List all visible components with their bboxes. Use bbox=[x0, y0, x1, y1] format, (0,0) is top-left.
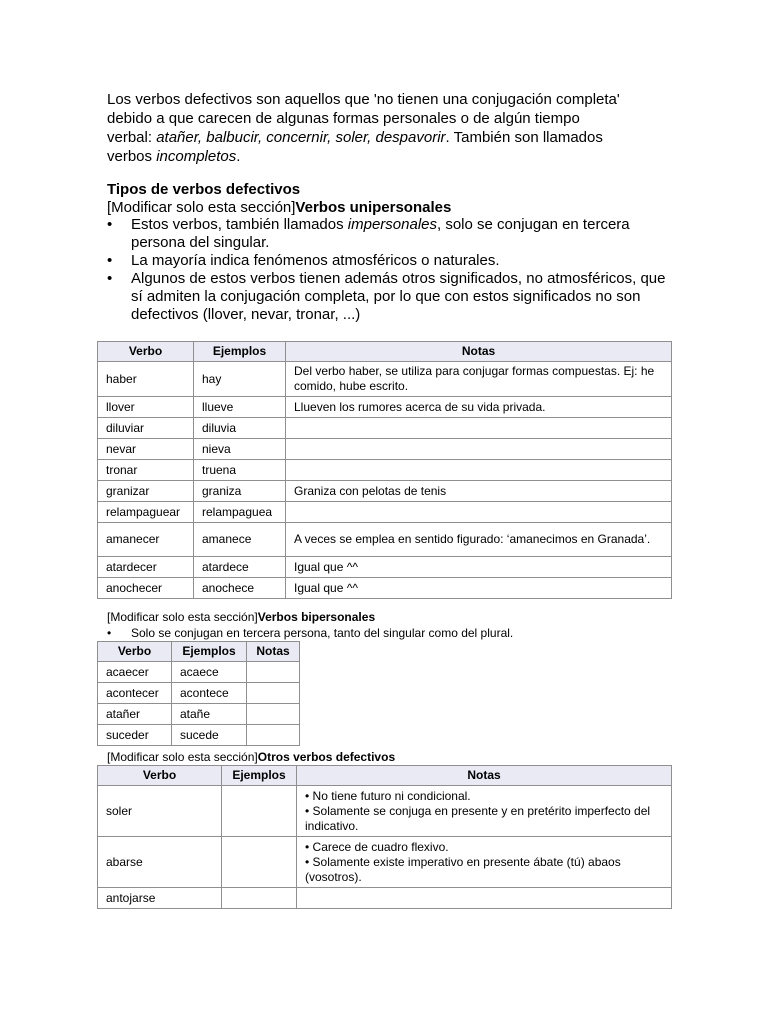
cell-notas bbox=[247, 683, 300, 704]
cell-verbo: suceder bbox=[98, 725, 172, 746]
note-line: • Carece de cuadro flexivo. bbox=[305, 839, 449, 854]
table-row bbox=[98, 578, 672, 599]
bullet-icon: • bbox=[107, 626, 112, 640]
table-header-row bbox=[98, 642, 300, 662]
bipersonales-list bbox=[107, 626, 513, 641]
bullet-icon: • bbox=[107, 270, 113, 287]
bullet-icon: • bbox=[107, 216, 113, 233]
intro-line: debido a que carecen de algunas formas personales o de algún tiempo bbox=[107, 110, 580, 127]
cell-notas bbox=[297, 888, 672, 909]
table-row bbox=[98, 481, 672, 502]
cell-notas bbox=[286, 502, 672, 523]
cell-ejemplos bbox=[222, 786, 297, 837]
cell-ejemplos: acaece bbox=[172, 662, 247, 683]
list-item: • Algunos de estos verbos tienen además otros significados, no atmosféricos, que sí admiten la conjugación completa, por lo que con estos significados no son defectivos (llover, nevar, tronar, ...) bbox=[107, 270, 666, 323]
cell-notas: A veces se emplea en sentido figurado: ‘amanecimos en Granada’. bbox=[286, 523, 672, 557]
table-row bbox=[98, 683, 300, 704]
cell-notas bbox=[286, 439, 672, 460]
incompletos-italic: incompletos bbox=[156, 148, 237, 165]
cell-notas: Graniza con pelotas de tenis bbox=[286, 481, 672, 502]
cell-verbo: soler bbox=[98, 786, 222, 837]
otros-table bbox=[97, 765, 672, 909]
edit-section-link[interactable]: [Modificar solo esta sección] bbox=[107, 610, 258, 624]
intro-paragraph bbox=[107, 90, 667, 166]
bipersonales-section-heading bbox=[107, 610, 375, 625]
cell-ejemplos: llueve bbox=[194, 397, 286, 418]
cell-verbo: tronar bbox=[98, 460, 194, 481]
cell-notas bbox=[286, 460, 672, 481]
table-row bbox=[98, 397, 672, 418]
note-line: • Solamente existe imperativo en presente ábate (tú) abaos (vosotros). bbox=[305, 854, 621, 884]
bullet-icon: • bbox=[107, 252, 113, 269]
table-row bbox=[98, 418, 672, 439]
column-header-ejemplos: Ejemplos bbox=[194, 342, 286, 362]
list-item: • Solo se conjugan en tercera persona, tanto del singular como del plural. bbox=[107, 626, 514, 640]
note-line: • Solamente se conjuga en presente y en pretérito imperfecto del indicativo. bbox=[305, 803, 651, 833]
table-row bbox=[98, 523, 672, 557]
table-row bbox=[98, 460, 672, 481]
cell-notas: Igual que ^^ bbox=[286, 578, 672, 599]
cell-ejemplos: relampaguea bbox=[194, 502, 286, 523]
cell-verbo: granizar bbox=[98, 481, 194, 502]
note-line: • No tiene futuro ni condicional. bbox=[305, 788, 471, 803]
table-row bbox=[98, 557, 672, 578]
table-row bbox=[98, 662, 300, 683]
cell-notas bbox=[247, 725, 300, 746]
table-row bbox=[98, 725, 300, 746]
column-header-ejemplos: Ejemplos bbox=[222, 766, 297, 786]
cell-ejemplos: hay bbox=[194, 362, 286, 397]
cell-ejemplos: atañe bbox=[172, 704, 247, 725]
cell-notas bbox=[297, 837, 672, 888]
bipersonales-heading: Verbos bipersonales bbox=[257, 610, 376, 624]
column-header-notas: Notas bbox=[286, 342, 672, 362]
cell-ejemplos: nieva bbox=[194, 439, 286, 460]
cell-ejemplos bbox=[222, 888, 297, 909]
cell-verbo: anochecer bbox=[98, 578, 194, 599]
intro-line: verbos incompletos. bbox=[107, 148, 241, 165]
cell-verbo: acontecer bbox=[98, 683, 172, 704]
cell-notas bbox=[247, 662, 300, 683]
cell-verbo: relampaguear bbox=[98, 502, 194, 523]
cell-ejemplos: amanece bbox=[194, 523, 286, 557]
cell-verbo: antojarse bbox=[98, 888, 222, 909]
cell-ejemplos: anochece bbox=[194, 578, 286, 599]
cell-ejemplos: diluvia bbox=[194, 418, 286, 439]
table-row bbox=[98, 502, 672, 523]
column-header-notas: Notas bbox=[247, 642, 300, 662]
cell-verbo: nevar bbox=[98, 439, 194, 460]
cell-verbo: atardecer bbox=[98, 557, 194, 578]
column-header-notas: Notas bbox=[297, 766, 672, 786]
cell-verbo: haber bbox=[98, 362, 194, 397]
cell-verbo: acaecer bbox=[98, 662, 172, 683]
cell-ejemplos: sucede bbox=[172, 725, 247, 746]
cell-verbo: amanecer bbox=[98, 523, 194, 557]
cell-ejemplos: truena bbox=[194, 460, 286, 481]
unipersonales-list bbox=[107, 216, 667, 324]
table-row bbox=[98, 439, 672, 460]
cell-verbo: abarse bbox=[98, 837, 222, 888]
otros-section-heading bbox=[107, 750, 395, 765]
unipersonales-table bbox=[97, 341, 672, 599]
cell-notas bbox=[286, 418, 672, 439]
cell-notas bbox=[247, 704, 300, 725]
unipersonales-section-heading bbox=[107, 199, 451, 217]
unipersonales-heading: Verbos unipersonales bbox=[295, 199, 452, 216]
table-row bbox=[98, 837, 672, 888]
table-row bbox=[98, 888, 672, 909]
table-row bbox=[98, 786, 672, 837]
cell-verbo: llover bbox=[98, 397, 194, 418]
cell-ejemplos bbox=[222, 837, 297, 888]
table-header-row bbox=[98, 766, 672, 786]
edit-section-link[interactable]: [Modificar solo esta sección] bbox=[107, 750, 258, 764]
column-header-verbo: Verbo bbox=[98, 342, 194, 362]
column-header-ejemplos: Ejemplos bbox=[172, 642, 247, 662]
cell-ejemplos: atardece bbox=[194, 557, 286, 578]
table-row bbox=[98, 362, 672, 397]
list-item: • Estos verbos, también llamados impersonales, solo se conjugan en tercera persona del singular. bbox=[107, 216, 630, 251]
examples-italic: atañer, balbucir, concernir, soler, despavorir bbox=[156, 129, 446, 146]
cell-notas: Igual que ^^ bbox=[286, 557, 672, 578]
cell-ejemplos: graniza bbox=[194, 481, 286, 502]
column-header-verbo: Verbo bbox=[98, 766, 222, 786]
cell-verbo: atañer bbox=[98, 704, 172, 725]
tipos-heading: Tipos de verbos defectivos bbox=[107, 181, 301, 198]
intro-line: Los verbos defectivos son aquellos que 'no tienen una conjugación completa' bbox=[107, 91, 620, 108]
cell-notas: Llueven los rumores acerca de su vida privada. bbox=[286, 397, 672, 418]
cell-notas: Del verbo haber, se utiliza para conjugar formas compuestas. Ej: he comido, hube escrito. bbox=[286, 362, 672, 397]
cell-notas bbox=[297, 786, 672, 837]
cell-verbo: diluviar bbox=[98, 418, 194, 439]
intro-line: verbal: atañer, balbucir, concernir, soler, despavorir. También son llamados bbox=[107, 129, 603, 146]
otros-heading: Otros verbos defectivos bbox=[257, 750, 396, 764]
bipersonales-table bbox=[97, 641, 300, 746]
cell-ejemplos: acontece bbox=[172, 683, 247, 704]
list-item: • La mayoría indica fenómenos atmosféricos o naturales. bbox=[107, 252, 500, 269]
table-row bbox=[98, 704, 300, 725]
table-header-row bbox=[98, 342, 672, 362]
edit-section-link[interactable]: [Modificar solo esta sección] bbox=[107, 199, 296, 216]
column-header-verbo: Verbo bbox=[98, 642, 172, 662]
